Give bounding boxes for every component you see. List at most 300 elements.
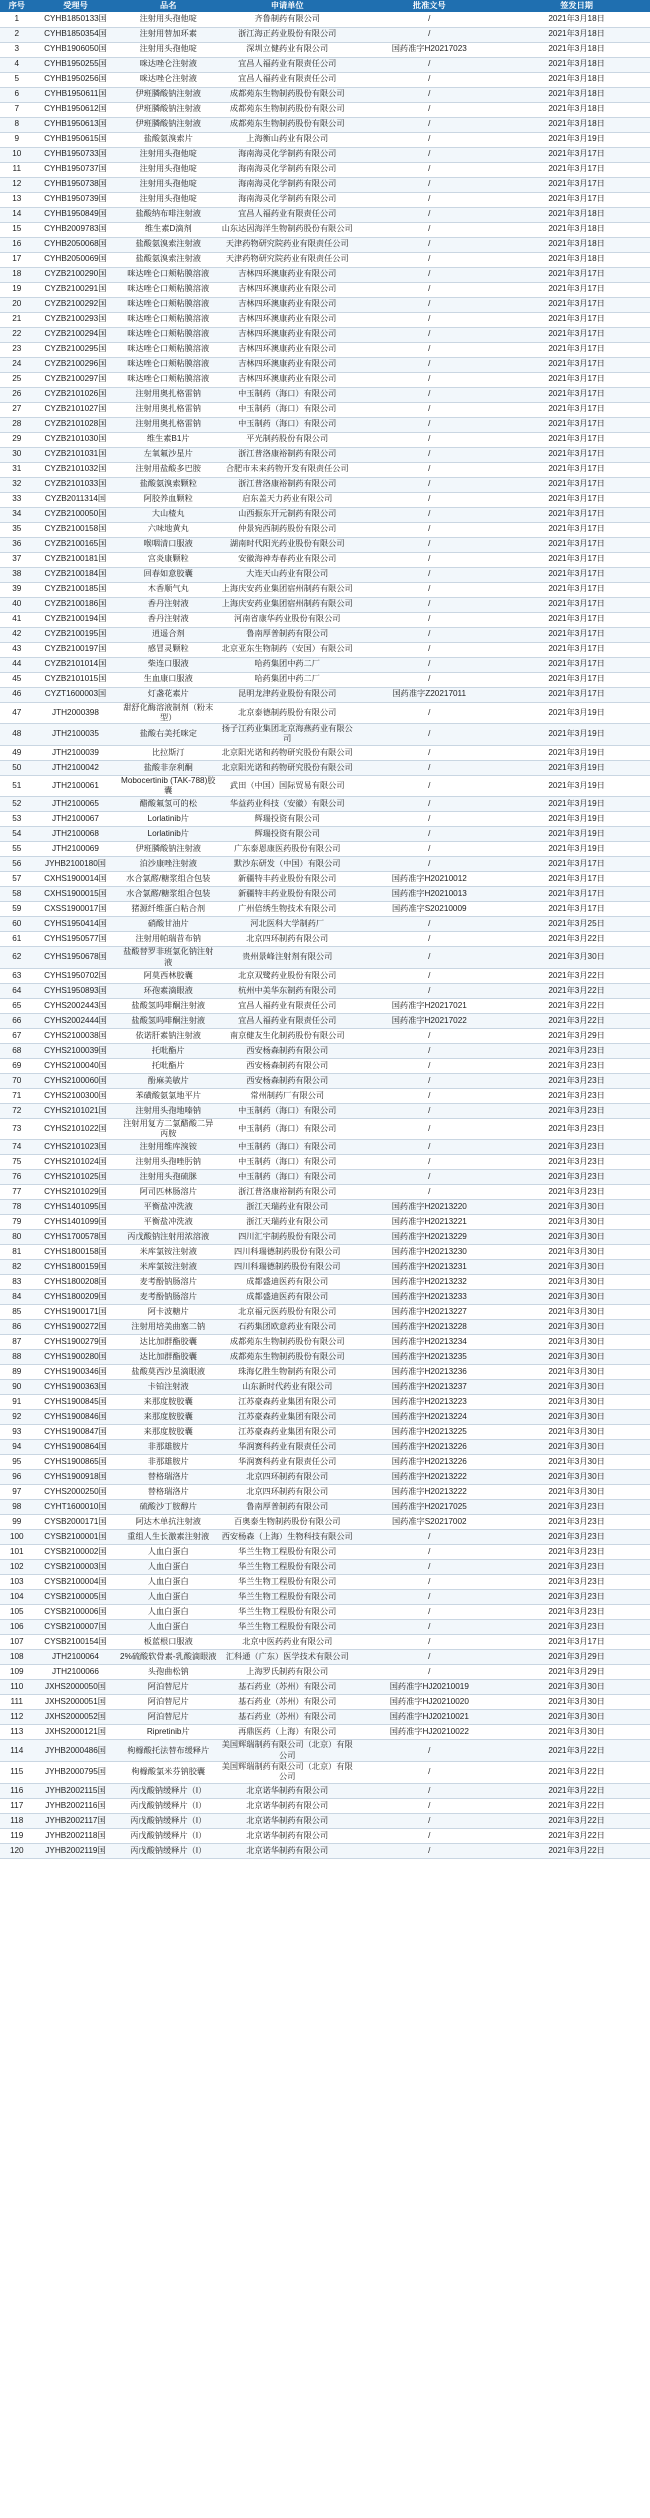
table-row (0, 1485, 650, 1500)
approval-no: / (355, 827, 503, 842)
applicant: 武田（中国）国际贸易有限公司 (219, 775, 355, 797)
applicant: 海南海灵化学制药有限公司 (219, 177, 355, 192)
approval-no: 国药准字H20213222 (355, 1470, 503, 1485)
applicant: 浙江海正药业股份有限公司 (219, 27, 355, 42)
row-index: 9 (0, 132, 34, 147)
approval-no: / (355, 1650, 503, 1665)
applicant: 四川汇宇制药股份有限公司 (219, 1230, 355, 1245)
row-index: 115 (0, 1762, 34, 1784)
table-row (0, 1395, 650, 1410)
approval-no: / (355, 672, 503, 687)
issue-date: 2021年3月17日 (503, 192, 650, 207)
row-index: 56 (0, 857, 34, 872)
approval-no: 国药准字H20213229 (355, 1230, 503, 1245)
row-index: 35 (0, 522, 34, 537)
table-row (0, 1140, 650, 1155)
applicant: 华兰生物工程股份有限公司 (219, 1545, 355, 1560)
issue-date: 2021年3月30日 (503, 1290, 650, 1305)
row-index: 58 (0, 887, 34, 902)
applicant: 华润赛科药业有限责任公司 (219, 1455, 355, 1470)
issue-date: 2021年3月22日 (503, 1843, 650, 1858)
acceptance-no: CYHB1950612国 (34, 102, 118, 117)
approval-no: 国药准字H20213228 (355, 1320, 503, 1335)
issue-date: 2021年3月17日 (503, 462, 650, 477)
approval-no: / (355, 1762, 503, 1784)
row-index: 108 (0, 1650, 34, 1665)
approval-no: / (355, 1843, 503, 1858)
table-row (0, 968, 650, 983)
issue-date: 2021年3月19日 (503, 842, 650, 857)
applicant: 北京四环制药有限公司 (219, 1470, 355, 1485)
issue-date: 2021年3月17日 (503, 537, 650, 552)
table-row (0, 1710, 650, 1725)
row-index: 17 (0, 252, 34, 267)
table-row (0, 1043, 650, 1058)
acceptance-no: CYZB2011314国 (34, 492, 118, 507)
issue-date: 2021年3月30日 (503, 1425, 650, 1440)
table-row (0, 42, 650, 57)
product-name: 猪源纤维蛋白粘合剂 (117, 902, 219, 917)
product-name: 丙戊酸钠缓释片（Ⅰ） (117, 1783, 219, 1798)
issue-date: 2021年3月22日 (503, 983, 650, 998)
table-row (0, 642, 650, 657)
approval-no: / (355, 1620, 503, 1635)
acceptance-no: CYZB2100184国 (34, 567, 118, 582)
issue-date: 2021年3月29日 (503, 1650, 650, 1665)
issue-date: 2021年3月19日 (503, 132, 650, 147)
table-row (0, 1740, 650, 1762)
table-row (0, 1798, 650, 1813)
row-index: 89 (0, 1365, 34, 1380)
row-index: 7 (0, 102, 34, 117)
applicant: 海南海灵化学制药有限公司 (219, 162, 355, 177)
issue-date: 2021年3月22日 (503, 1013, 650, 1028)
row-index: 111 (0, 1695, 34, 1710)
acceptance-no: CYHS2100038国 (34, 1028, 118, 1043)
table-header (0, 0, 650, 12)
applicant: 中玉制药（海口）有限公司 (219, 387, 355, 402)
product-name: 板蓝根口服液 (117, 1635, 219, 1650)
table-row (0, 1073, 650, 1088)
acceptance-no: CYZB2100050国 (34, 507, 118, 522)
issue-date: 2021年3月22日 (503, 1783, 650, 1798)
issue-date: 2021年3月17日 (503, 477, 650, 492)
col-header-approval-no: 批准文号 (355, 0, 503, 12)
applicant: 华兰生物工程股份有限公司 (219, 1605, 355, 1620)
row-index: 38 (0, 567, 34, 582)
table-row (0, 627, 650, 642)
table-row (0, 672, 650, 687)
row-index: 3 (0, 42, 34, 57)
product-name: 盐酸氨溴索颗粒 (117, 477, 219, 492)
issue-date: 2021年3月30日 (503, 1320, 650, 1335)
approval-no: / (355, 507, 503, 522)
row-index: 80 (0, 1230, 34, 1245)
acceptance-no: CYHS1800158国 (34, 1245, 118, 1260)
product-name: 咪达唑仑口颊粘膜溶液 (117, 312, 219, 327)
issue-date: 2021年3月23日 (503, 1043, 650, 1058)
acceptance-no: JYHB2000795国 (34, 1762, 118, 1784)
applicant: 大连天山药业有限公司 (219, 567, 355, 582)
issue-date: 2021年3月17日 (503, 432, 650, 447)
acceptance-no: CYHB1950256国 (34, 72, 118, 87)
acceptance-no: CYZB2100195国 (34, 627, 118, 642)
applicant: 北京福元医药股份有限公司 (219, 1305, 355, 1320)
table-row (0, 1088, 650, 1103)
product-name: 盐酸莫西沙星滴眼液 (117, 1365, 219, 1380)
product-name: 麦考酚钠肠溶片 (117, 1275, 219, 1290)
applicant: 宜昌人福药业有限责任公司 (219, 207, 355, 222)
applicant: 北京阳光诺和药物研究股份有限公司 (219, 760, 355, 775)
approval-no: / (355, 237, 503, 252)
acceptance-no: CYZB2100293国 (34, 312, 118, 327)
acceptance-no: CYHB1850133国 (34, 12, 118, 27)
table-row (0, 947, 650, 969)
product-name: 枸橼酸托法替布缓释片 (117, 1740, 219, 1762)
applicant: 中玉制药（海口）有限公司 (219, 417, 355, 432)
table-row (0, 1665, 650, 1680)
acceptance-no: CYZB2100197国 (34, 642, 118, 657)
approval-no: / (355, 857, 503, 872)
table-row (0, 842, 650, 857)
issue-date: 2021年3月18日 (503, 57, 650, 72)
row-index: 62 (0, 947, 34, 969)
row-index: 70 (0, 1073, 34, 1088)
approval-no: 国药准字H20213234 (355, 1335, 503, 1350)
approval-no: / (355, 1058, 503, 1073)
applicant: 北京诺华制药有限公司 (219, 1798, 355, 1813)
issue-date: 2021年3月17日 (503, 492, 650, 507)
applicant: 百奥泰生物制药股份有限公司 (219, 1515, 355, 1530)
acceptance-no: CYZB2100186国 (34, 597, 118, 612)
product-name: 非那雄胺片 (117, 1455, 219, 1470)
product-name: 注射用头孢硫脒 (117, 1170, 219, 1185)
acceptance-no: CYHS2100040国 (34, 1058, 118, 1073)
product-name: 大山楂丸 (117, 507, 219, 522)
issue-date: 2021年3月30日 (503, 1365, 650, 1380)
issue-date: 2021年3月23日 (503, 1560, 650, 1575)
acceptance-no: CYHS1900363国 (34, 1380, 118, 1395)
acceptance-no: CYHS1900918国 (34, 1470, 118, 1485)
applicant: 西安杨森（上海）生物科技有限公司 (219, 1530, 355, 1545)
approval-no: / (355, 1140, 503, 1155)
issue-date: 2021年3月17日 (503, 162, 650, 177)
row-index: 99 (0, 1515, 34, 1530)
product-name: 人血白蛋白 (117, 1545, 219, 1560)
acceptance-no: JXHS2000050国 (34, 1680, 118, 1695)
row-index: 28 (0, 417, 34, 432)
issue-date: 2021年3月17日 (503, 357, 650, 372)
approval-no: / (355, 207, 503, 222)
product-name: 枸橼酸氯米芬钠胶囊 (117, 1762, 219, 1784)
issue-date: 2021年3月17日 (503, 387, 650, 402)
issue-date: 2021年3月17日 (503, 267, 650, 282)
approval-no: / (355, 1185, 503, 1200)
approval-no: 国药准字H20213222 (355, 1485, 503, 1500)
applicant: 吉林四环澳康药业有限公司 (219, 372, 355, 387)
acceptance-no: CYHS2002444国 (34, 1013, 118, 1028)
approval-no: 国药准字H20213225 (355, 1425, 503, 1440)
issue-date: 2021年3月17日 (503, 297, 650, 312)
table-row (0, 702, 650, 724)
table-row (0, 1170, 650, 1185)
approval-no: / (355, 1088, 503, 1103)
table-row (0, 1410, 650, 1425)
acceptance-no: CYHS1950678国 (34, 947, 118, 969)
acceptance-no: CYHS1900847国 (34, 1425, 118, 1440)
applicant: 中玉制药（海口）有限公司 (219, 1103, 355, 1118)
approval-no: / (355, 1028, 503, 1043)
issue-date: 2021年3月17日 (503, 672, 650, 687)
row-index: 65 (0, 998, 34, 1013)
row-index: 100 (0, 1530, 34, 1545)
product-name: 阿司匹林肠溶片 (117, 1185, 219, 1200)
product-name: 卡铂注射液 (117, 1380, 219, 1395)
row-index: 8 (0, 117, 34, 132)
issue-date: 2021年3月18日 (503, 12, 650, 27)
acceptance-no: CYSB2100001国 (34, 1530, 118, 1545)
issue-date: 2021年3月30日 (503, 1335, 650, 1350)
table-row (0, 1560, 650, 1575)
product-name: 注射用帕瑞昔布钠 (117, 932, 219, 947)
table-row (0, 797, 650, 812)
acceptance-no: CYHS2002443国 (34, 998, 118, 1013)
acceptance-no: CYZB2101030国 (34, 432, 118, 447)
row-index: 76 (0, 1170, 34, 1185)
acceptance-no: CYHS1900865国 (34, 1455, 118, 1470)
product-name: 盐酸非奈利酮 (117, 760, 219, 775)
product-name: 香丹注射液 (117, 612, 219, 627)
approval-no: / (355, 117, 503, 132)
row-index: 106 (0, 1620, 34, 1635)
issue-date: 2021年3月30日 (503, 1680, 650, 1695)
acceptance-no: JTH2100042 (34, 760, 118, 775)
row-index: 49 (0, 745, 34, 760)
issue-date: 2021年3月30日 (503, 1440, 650, 1455)
row-index: 107 (0, 1635, 34, 1650)
applicant: 四川科瑞德制药股份有限公司 (219, 1260, 355, 1275)
row-index: 94 (0, 1440, 34, 1455)
row-index: 50 (0, 760, 34, 775)
applicant: 宜昌人福药业有限责任公司 (219, 72, 355, 87)
approval-no: / (355, 1575, 503, 1590)
issue-date: 2021年3月30日 (503, 1380, 650, 1395)
row-index: 37 (0, 552, 34, 567)
row-index: 20 (0, 297, 34, 312)
product-name: 盐酸氨溴索注射液 (117, 252, 219, 267)
row-index: 72 (0, 1103, 34, 1118)
product-name: 维生素D滴剂 (117, 222, 219, 237)
product-name: 咪达唑仑口颊粘膜溶液 (117, 267, 219, 282)
approval-no: / (355, 1118, 503, 1140)
approval-no: / (355, 402, 503, 417)
table-row (0, 1605, 650, 1620)
issue-date: 2021年3月17日 (503, 312, 650, 327)
approval-no: 国药准字HJ20210019 (355, 1680, 503, 1695)
product-name: 平衡盐冲洗液 (117, 1200, 219, 1215)
table-row (0, 1813, 650, 1828)
issue-date: 2021年3月22日 (503, 1828, 650, 1843)
approval-no: / (355, 932, 503, 947)
approval-no: / (355, 1560, 503, 1575)
table-row (0, 1103, 650, 1118)
applicant: 北京诺华制药有限公司 (219, 1813, 355, 1828)
applicant: 江苏豪森药业集团有限公司 (219, 1425, 355, 1440)
header-row (0, 0, 650, 12)
table-row (0, 1783, 650, 1798)
approval-no: / (355, 477, 503, 492)
applicant: 北京中医药药业有限公司 (219, 1635, 355, 1650)
approval-no: / (355, 1798, 503, 1813)
approval-no: / (355, 1170, 503, 1185)
acceptance-no: CYHS2100300国 (34, 1088, 118, 1103)
table-row (0, 1545, 650, 1560)
acceptance-no: JYHB2100180国 (34, 857, 118, 872)
product-name: 阿泊替尼片 (117, 1680, 219, 1695)
approval-no: / (355, 27, 503, 42)
row-index: 60 (0, 917, 34, 932)
acceptance-no: CYZB2101031国 (34, 447, 118, 462)
product-name: 来那度胺胶囊 (117, 1425, 219, 1440)
product-name: 伊班膦酸钠注射液 (117, 87, 219, 102)
table-row (0, 582, 650, 597)
table-row (0, 917, 650, 932)
issue-date: 2021年3月30日 (503, 1305, 650, 1320)
product-name: 丙戊酸钠缓释片（Ⅰ） (117, 1843, 219, 1858)
approval-no: 国药准字H20213221 (355, 1215, 503, 1230)
product-name: 盐酸氨溴索片 (117, 132, 219, 147)
issue-date: 2021年3月17日 (503, 402, 650, 417)
table-row (0, 27, 650, 42)
row-index: 113 (0, 1725, 34, 1740)
issue-date: 2021年3月30日 (503, 1410, 650, 1425)
applicant: 四川科瑞德制药股份有限公司 (219, 1245, 355, 1260)
acceptance-no: CXHS1900015国 (34, 887, 118, 902)
row-index: 95 (0, 1455, 34, 1470)
acceptance-no: CYHS2100060国 (34, 1073, 118, 1088)
row-index: 81 (0, 1245, 34, 1260)
approval-no: / (355, 132, 503, 147)
issue-date: 2021年3月25日 (503, 917, 650, 932)
approval-no: / (355, 282, 503, 297)
row-index: 51 (0, 775, 34, 797)
applicant: 海南海灵化学制药有限公司 (219, 147, 355, 162)
acceptance-no: CYHB1950613国 (34, 117, 118, 132)
table-row (0, 432, 650, 447)
product-name: 丙戊酸钠注射用浓溶液 (117, 1230, 219, 1245)
row-index: 66 (0, 1013, 34, 1028)
acceptance-no: CYZB2100297国 (34, 372, 118, 387)
applicant: 西安杨森制药有限公司 (219, 1058, 355, 1073)
table-row (0, 522, 650, 537)
row-index: 53 (0, 812, 34, 827)
issue-date: 2021年3月23日 (503, 1545, 650, 1560)
acceptance-no: CYHS1900171国 (34, 1305, 118, 1320)
approval-no: / (355, 968, 503, 983)
product-name: 阿泊替尼片 (117, 1710, 219, 1725)
approval-no: 国药准字HJ20210021 (355, 1710, 503, 1725)
row-index: 117 (0, 1798, 34, 1813)
applicant: 美国辉瑞制药有限公司（北京）有限公司 (219, 1762, 355, 1784)
issue-date: 2021年3月17日 (503, 327, 650, 342)
acceptance-no: CYZB2100290国 (34, 267, 118, 282)
acceptance-no: CYZB2100165国 (34, 537, 118, 552)
approval-no: / (355, 447, 503, 462)
applicant: 华益药业科技（安徽）有限公司 (219, 797, 355, 812)
product-name: 来那度胺胶囊 (117, 1395, 219, 1410)
table-body (0, 12, 650, 1858)
table-row (0, 327, 650, 342)
acceptance-no: CYHS1700578国 (34, 1230, 118, 1245)
applicant: 吉林四环澳康药业有限公司 (219, 312, 355, 327)
product-name: 注射用头孢唑肟钠 (117, 1155, 219, 1170)
applicant: 新疆特丰药业股份有限公司 (219, 872, 355, 887)
row-index: 45 (0, 672, 34, 687)
applicant: 鲁南厚普制药有限公司 (219, 627, 355, 642)
row-index: 85 (0, 1305, 34, 1320)
product-name: Ripretinib片 (117, 1725, 219, 1740)
issue-date: 2021年3月30日 (503, 1395, 650, 1410)
approval-no: / (355, 162, 503, 177)
product-name: 水合氯醛/糖浆组合包装 (117, 887, 219, 902)
applicant: 北京诺华制药有限公司 (219, 1843, 355, 1858)
approval-no: / (355, 797, 503, 812)
approval-no: / (355, 1590, 503, 1605)
issue-date: 2021年3月22日 (503, 1740, 650, 1762)
acceptance-no: CYHB1850354国 (34, 27, 118, 42)
applicant: 珠海亿胜生物制药有限公司 (219, 1365, 355, 1380)
issue-date: 2021年3月23日 (503, 1118, 650, 1140)
product-name: 注射用头孢地嗪钠 (117, 1103, 219, 1118)
applicant: 仲景宛西制药股份有限公司 (219, 522, 355, 537)
issue-date: 2021年3月17日 (503, 872, 650, 887)
product-name: 左氧氟沙星片 (117, 447, 219, 462)
approval-no: / (355, 812, 503, 827)
product-name: Lorlatinib片 (117, 812, 219, 827)
row-index: 44 (0, 657, 34, 672)
approval-no: 国药准字S20210009 (355, 902, 503, 917)
product-name: 感冒灵颗粒 (117, 642, 219, 657)
applicant: 南京健友生化制药股份有限公司 (219, 1028, 355, 1043)
applicant: 浙江普洛康裕制药有限公司 (219, 1185, 355, 1200)
issue-date: 2021年3月23日 (503, 1058, 650, 1073)
issue-date: 2021年3月17日 (503, 372, 650, 387)
acceptance-no: CYHB2050069国 (34, 252, 118, 267)
row-index: 40 (0, 597, 34, 612)
row-index: 98 (0, 1500, 34, 1515)
table-row (0, 932, 650, 947)
issue-date: 2021年3月19日 (503, 827, 650, 842)
acceptance-no: CYSB2000171国 (34, 1515, 118, 1530)
table-row (0, 1058, 650, 1073)
table-row (0, 1635, 650, 1650)
issue-date: 2021年3月30日 (503, 1215, 650, 1230)
applicant: 河北医科大学制药厂 (219, 917, 355, 932)
approval-no: 国药准字H20213231 (355, 1260, 503, 1275)
applicant: 中玉制药（海口）有限公司 (219, 402, 355, 417)
product-name: 伊班膦酸钠注射液 (117, 117, 219, 132)
row-index: 102 (0, 1560, 34, 1575)
table-row (0, 1828, 650, 1843)
product-name: 木香顺气丸 (117, 582, 219, 597)
approval-no: / (355, 102, 503, 117)
row-index: 6 (0, 87, 34, 102)
row-index: 87 (0, 1335, 34, 1350)
issue-date: 2021年3月19日 (503, 745, 650, 760)
applicant: 江苏豪森药业集团有限公司 (219, 1395, 355, 1410)
issue-date: 2021年3月19日 (503, 760, 650, 775)
applicant: 成都苑东生物制药股份有限公司 (219, 117, 355, 132)
